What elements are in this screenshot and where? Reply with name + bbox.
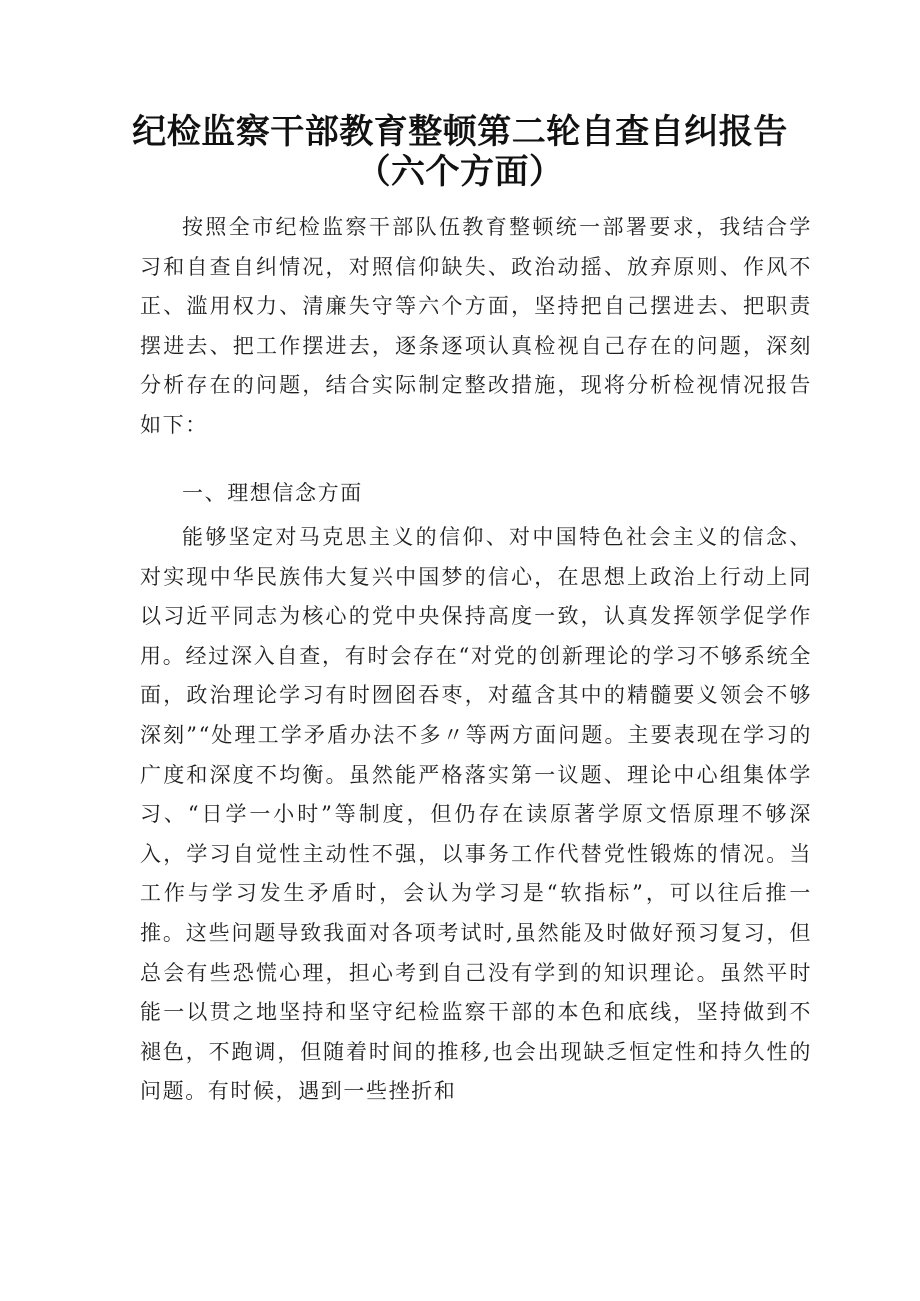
intro-paragraph: 按照全市纪检监察干部队伍教育整顿统一部署要求，我结合学习和自查自纠情况，对照信仰缺失、政治动摇、放弃原则、作风不正、滥用权力、清廉失守等六个方面，坚持把自己摆进去、把职责摆进去、把工作摆进去，逐条逐项认真检视自己存在的问题，深刻分析存在的问题，结合实际制定整改措施，现将分析检视情况报告如下： <box>140 215 812 437</box>
document-title: 纪检监察干部教育整顿第二轮自查自纠报告 <box>132 112 788 152</box>
section-heading-ideals: 一、理想信念方面 <box>182 481 363 505</box>
section-paragraph-ideals: 能够坚定对马克思主义的信仰、对中国特色社会主义的信念、对实现中华民族伟大复兴中国梦的信心，在思想上政治上行动上同以习近平同志为核心的党中央保持高度一致，认真发挥领学促学作用。经过深入自查，有时会存在“对党的创新理论的学习不够系统全面，政治理论学习有时囫囵吞枣，对蕴含其中的精髓要义领会不够深刻”“处理工学矛盾办法不多〃等两方面问题。主要表现在学习的广度和深度不均衡。虽然能严格落实第一议题、理论中心组集体学习、“日学一小时”等制度，但仍存在读原著学原文悟原理不够深入，学习自觉性主动性不强，以事务工作代替党性锻炼的情况。当工作与学习发生矛盾时，会认为学习是“软指标”，可以往后推一推。这些问题导致我面对各项考试时,虽然能及时做好预习复习，但总会有些恐慌心理，担心考到自己没有学到的知识理论。虽然平时能一以贯之地坚持和坚守纪检监察干部的本色和底线，坚持做到不褪色，不跑调，但随着时间的推移,也会出现缺乏恒定性和持久性的问题。有时候，遇到一些挫折和 <box>140 525 812 1104</box>
document-subtitle: （六个方面） <box>356 152 564 192</box>
